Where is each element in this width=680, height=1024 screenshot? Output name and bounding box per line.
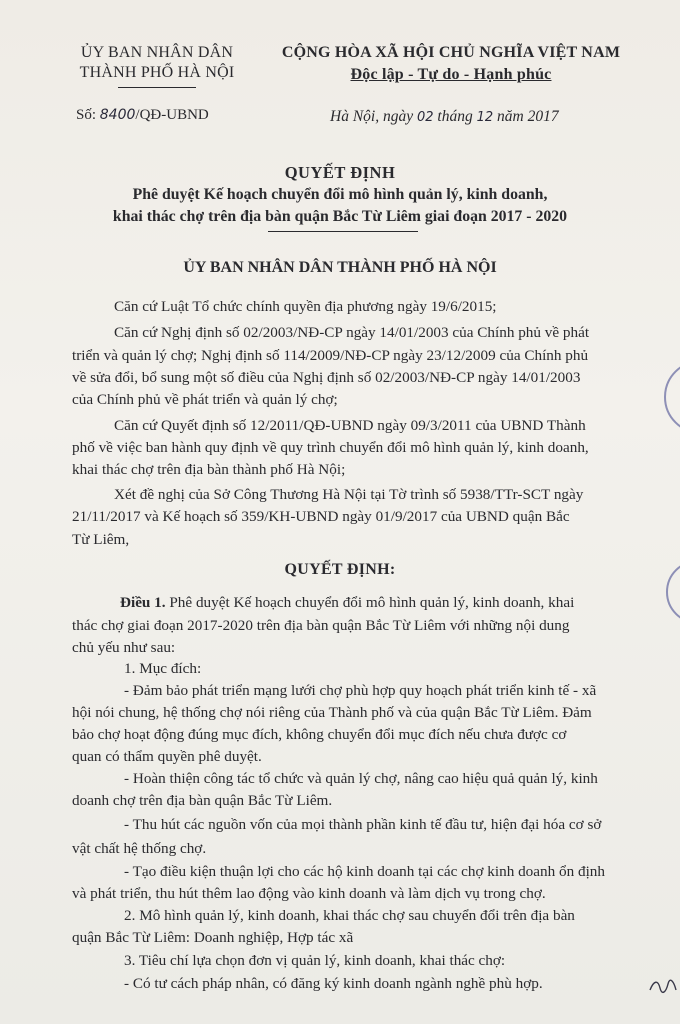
proposal-basis: Xét đề nghị của Sở Công Thương Hà Nội tại Tờ trình số 5938/TTr-SCT ngày — [114, 486, 584, 503]
republic-name: CỘNG HÒA XÃ HỘI CHỦ NGHĨA VIỆT NAM — [281, 44, 621, 61]
agency-name-line2: THÀNH PHỐ HÀ NỘI — [79, 64, 235, 81]
agency-underline — [118, 87, 196, 88]
date-suffix: năm 2017 — [497, 108, 559, 125]
agency-name-line1: ỦY BAN NHÂN DÂN — [80, 44, 234, 61]
purpose-item-1-cont: quan có thẩm quyền phê duyệt. — [72, 748, 262, 765]
document-date — [330, 108, 559, 126]
purpose-item-2: - Hoàn thiện công tác tổ chức và quản lý chợ, nâng cao hiệu quả quản lý, kinh — [124, 770, 598, 787]
initials-signature-icon — [648, 976, 678, 996]
decision-subtitle-line1: Phê duyệt Kế hoạch chuyển đổi mô hình quản lý, kinh doanh, — [132, 186, 548, 203]
number-prefix: Số: — [76, 107, 97, 123]
decision-title: QUYẾT ĐỊNH — [284, 163, 396, 182]
section-model-heading: 2. Mô hình quản lý, kinh doanh, khai thác chợ sau chuyển đổi trên địa bàn — [124, 907, 575, 924]
issuing-authority: ỦY BAN NHÂN DÂN THÀNH PHỐ HÀ NỘI — [183, 259, 497, 276]
number-handwritten: 8400 — [99, 107, 136, 123]
legal-basis-3: Căn cứ Quyết định số 12/2011/QĐ-UBND ngày 09/3/2011 của UBND Thành — [114, 417, 586, 434]
purpose-item-1-cont: hội nói chung, hệ thống chợ nói riêng của Thành phố và của quận Bắc Từ Liêm. Đảm — [72, 704, 592, 721]
title-underline — [268, 231, 418, 232]
article-1-line: thác chợ giai đoạn 2017-2020 trên địa bàn quận Bắc Từ Liêm với những nội dung — [72, 617, 570, 634]
seal-stamp-icon — [664, 360, 680, 434]
section-purpose-heading: 1. Mục đích: — [124, 660, 202, 677]
section-model-cont: quận Bắc Từ Liêm: Doanh nghiệp, Hợp tác xã — [72, 929, 354, 946]
purpose-item-3-cont: vật chất hệ thống chợ. — [72, 840, 207, 857]
number-suffix: /QĐ-UBND — [135, 107, 209, 123]
national-motto: Độc lập - Tự do - Hạnh phúc — [350, 66, 552, 83]
purpose-item-3: - Thu hút các nguồn vốn của mọi thành phần kinh tế đầu tư, hiện đại hóa cơ sở — [124, 816, 602, 833]
proposal-basis-cont: 21/11/2017 và Kế hoạch số 359/KH-UBND ngày 01/9/2017 của UBND quận Bắc — [72, 508, 570, 525]
legal-basis-3-cont: khai thác chợ trên địa bàn thành phố Hà Nội; — [72, 461, 346, 478]
section-criteria-heading: 3. Tiêu chí lựa chọn đơn vị quản lý, kinh doanh, khai thác chợ: — [124, 952, 506, 969]
purpose-item-1: - Đảm bảo phát triển mạng lưới chợ phù hợp quy hoạch phát triển kinh tế - xã — [124, 682, 597, 699]
article-1-first-line — [120, 595, 574, 610]
criteria-item-1: - Có tư cách pháp nhân, có đăng ký kinh doanh ngành nghề phù hợp. — [124, 975, 543, 992]
purpose-item-1-cont: bảo chợ hoạt động đúng mục đích, không chuyển đổi mục đích nếu chưa được cơ — [72, 726, 567, 743]
article-1-label: Điều 1. — [120, 594, 166, 611]
legal-basis-3-cont: phố về việc ban hành quy định về quy trình chuyển đổi mô hình quản lý, kinh doanh, — [72, 439, 589, 456]
decision-subtitle-line2: khai thác chợ trên địa bàn quận Bắc Từ Liêm giai đoạn 2017 - 2020 — [112, 208, 568, 225]
purpose-item-4: - Tạo điều kiện thuận lợi cho các hộ kinh doanh tại các chợ kinh doanh ổn định — [124, 863, 605, 880]
date-prefix: Hà Nội, ngày — [330, 108, 414, 125]
date-day: 02 — [416, 110, 434, 125]
legal-basis-2-cont: về sửa đổi, bổ sung một số điều của Nghị định số 02/2003/NĐ-CP ngày 14/01/2003 — [72, 369, 581, 386]
legal-basis-1: Căn cứ Luật Tổ chức chính quyền địa phương ngày 19/6/2015; — [114, 298, 497, 315]
date-middle: tháng — [437, 108, 473, 125]
proposal-basis-cont: Từ Liêm, — [72, 531, 130, 548]
legal-basis-2: Căn cứ Nghị định số 02/2003/NĐ-CP ngày 14/01/2003 của Chính phủ về phát — [114, 324, 590, 341]
article-1-text: Phê duyệt Kế hoạch chuyển đổi mô hình quản lý, kinh doanh, khai — [165, 594, 575, 611]
document-number — [76, 107, 209, 124]
date-month: 12 — [476, 110, 494, 125]
decision-heading: QUYẾT ĐỊNH: — [284, 561, 396, 578]
purpose-item-4-cont: và phát triển, thu hút thêm lao động vào kinh doanh và làm dịch vụ trong chợ. — [72, 885, 546, 902]
purpose-item-2-cont: doanh chợ trên địa bàn quận Bắc Từ Liêm. — [72, 792, 333, 809]
legal-basis-2-cont: triển và quản lý chợ; Nghị định số 114/2009/NĐ-CP ngày 23/12/2009 của Chính phủ — [72, 347, 589, 364]
legal-basis-2-cont: của Chính phủ về phát triển và quản lý chợ; — [72, 391, 338, 408]
article-1-line: chủ yếu như sau: — [72, 639, 176, 656]
